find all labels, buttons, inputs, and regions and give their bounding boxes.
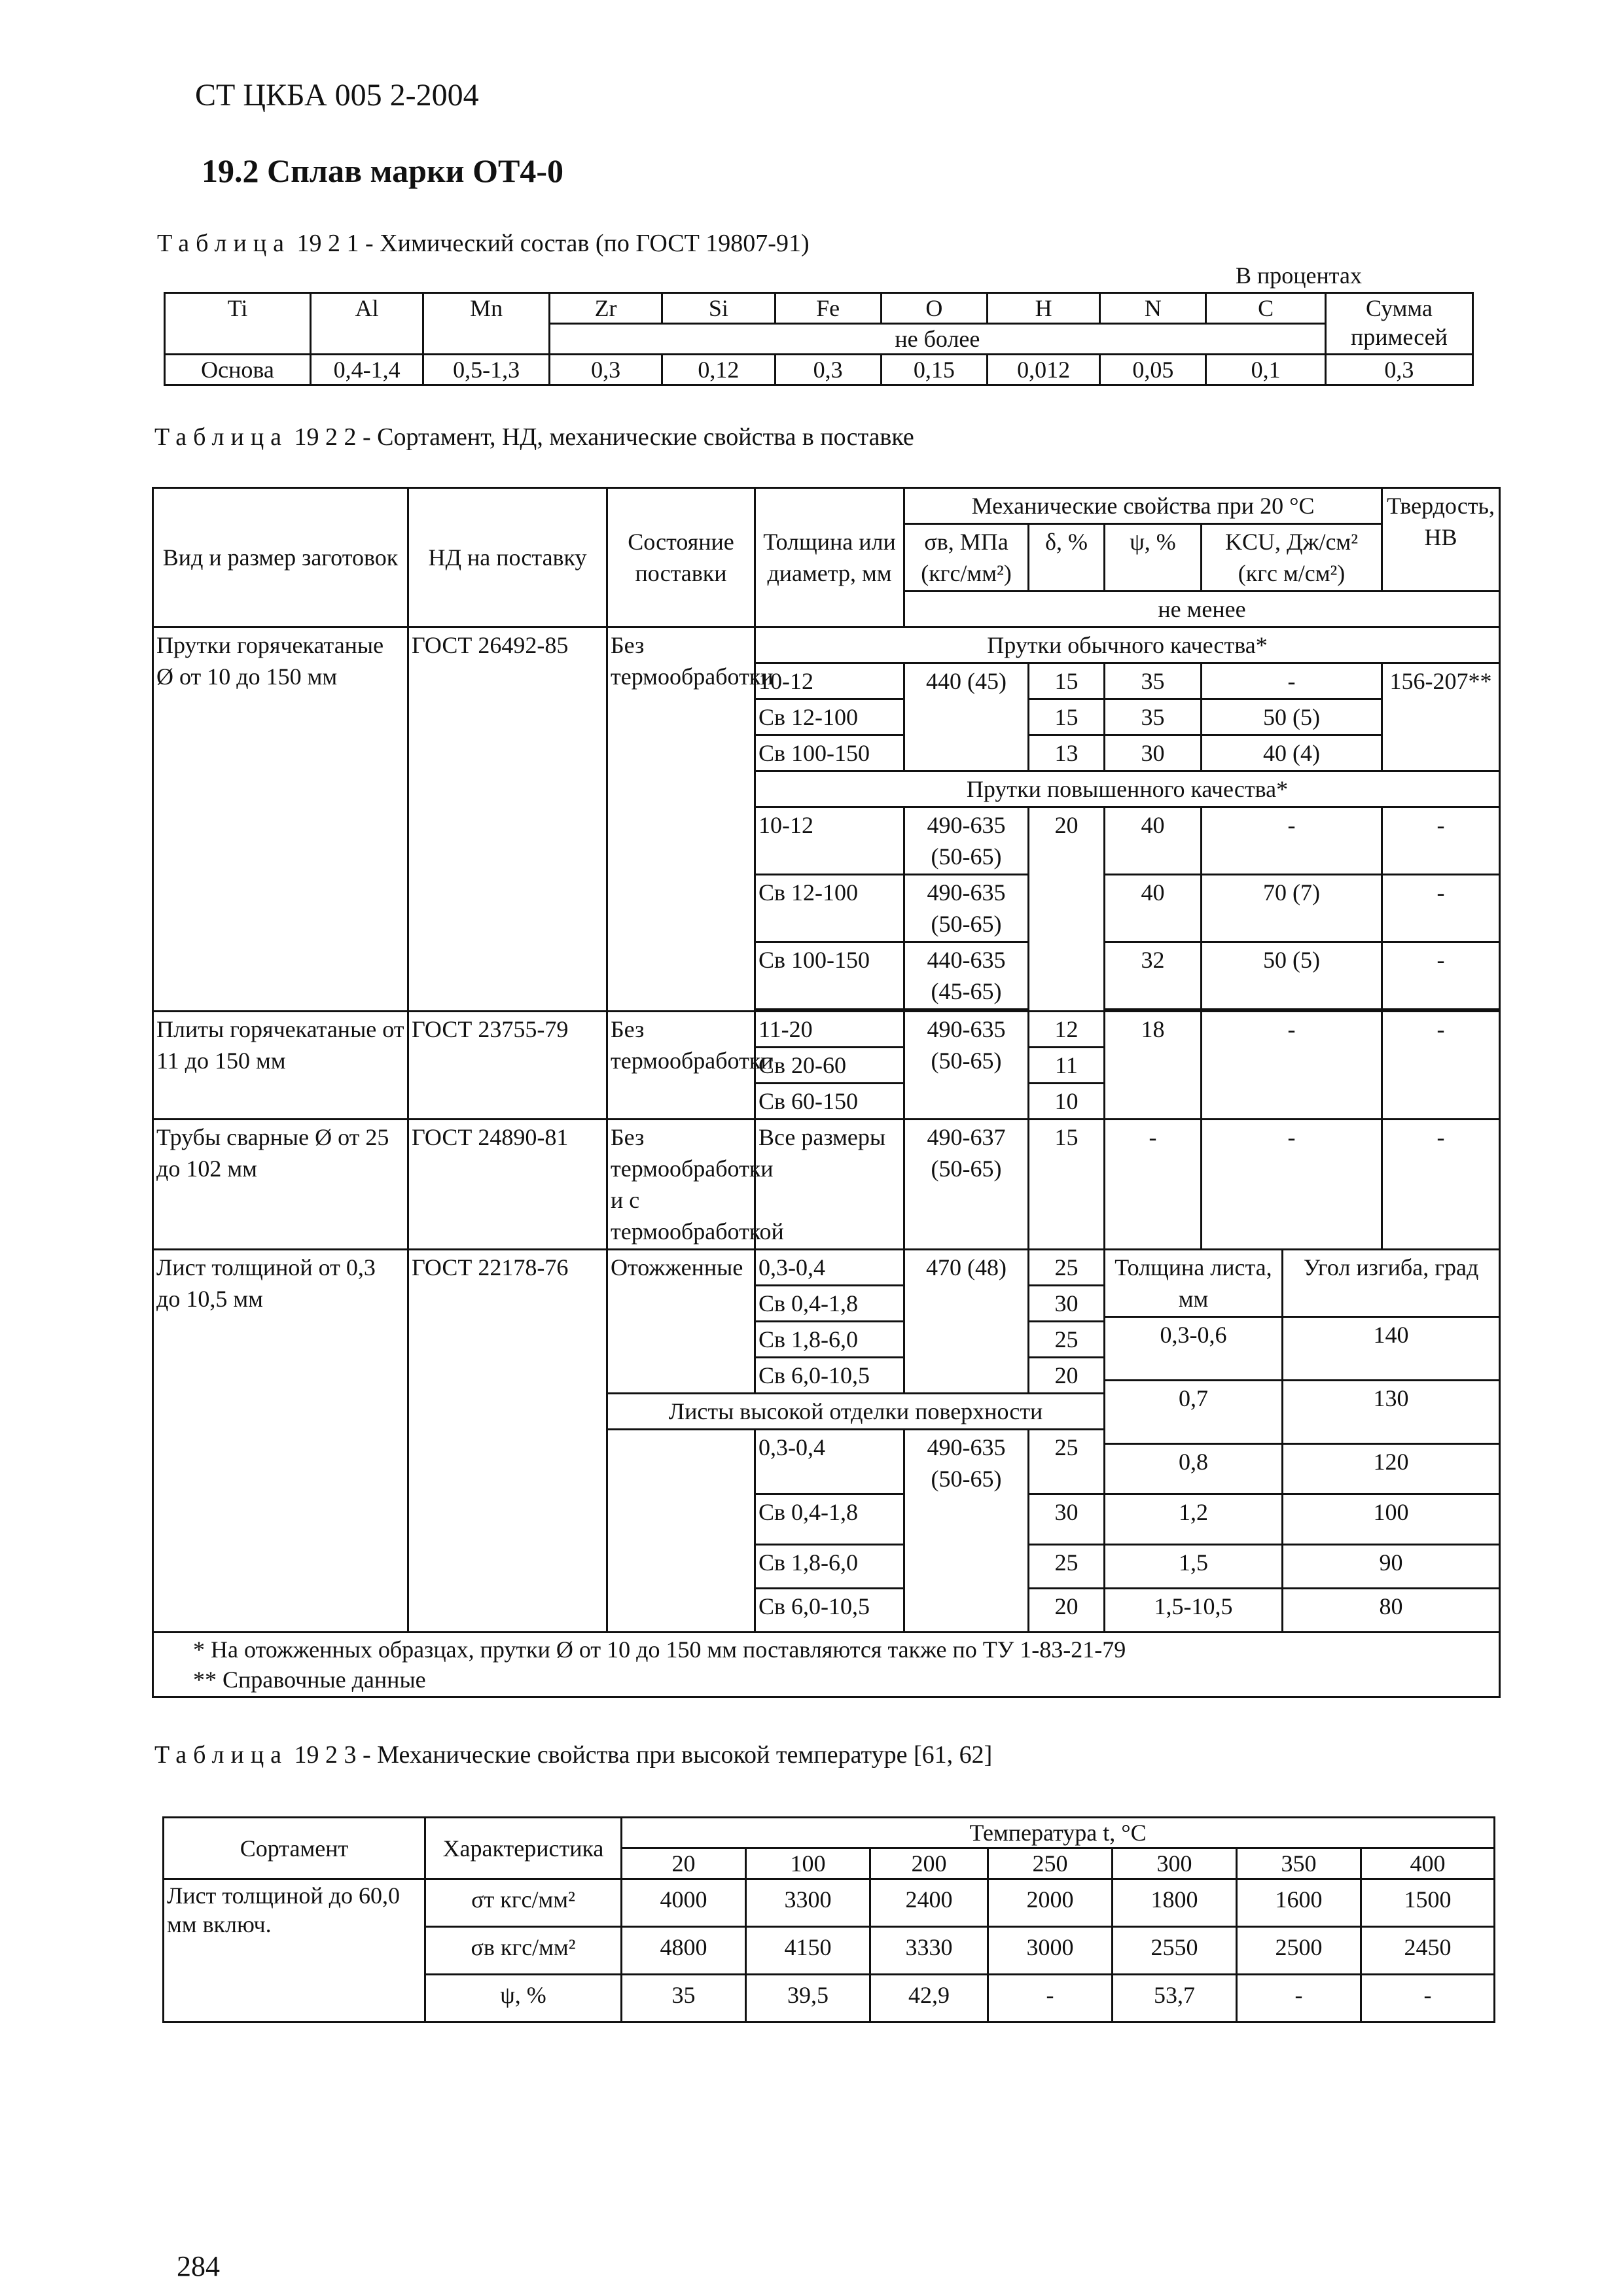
table1-caption — [157, 229, 810, 258]
t3-cell: 1600 — [1237, 1879, 1361, 1927]
g4-cell: 20 — [1029, 1358, 1105, 1394]
section-title: 19.2 Сплав марки ОТ4-0 — [202, 152, 564, 189]
t3-label: σт кгс/мм² — [425, 1879, 622, 1927]
table2-caption-num: 19 2 2 — [294, 423, 357, 451]
head-kcu: KCU, Дж/см² (кгс м/см²) — [1202, 524, 1382, 592]
g1-cell: 50 (5) — [1202, 699, 1382, 735]
g1-cell: 30 — [1105, 735, 1202, 771]
g4-cell: 25 — [1029, 1545, 1105, 1589]
head-hardness: Твердость, НВ — [1382, 488, 1500, 592]
bend-head-angle: Угол изгиба, град — [1282, 1250, 1499, 1317]
t3-label: ψ, % — [425, 1975, 622, 2022]
g3-state: Без термообработки и с термообработкой — [607, 1120, 755, 1250]
table1-cell: Основа — [165, 355, 311, 385]
g4-state: Отожженные — [607, 1250, 755, 1394]
g2-cell: 11 — [1029, 1048, 1105, 1084]
g1-cell: 15 — [1029, 699, 1105, 735]
head-state: Состояние поставки — [607, 488, 755, 627]
footnotes — [153, 1633, 1500, 1697]
g3-name: Трубы сварные Ø от 25 до 102 мм — [153, 1120, 408, 1250]
table1-cell: 0,3 — [1325, 355, 1472, 385]
bend-row — [1105, 1545, 1499, 1589]
g3-thickness: Все размеры — [755, 1120, 904, 1250]
table2-caption-word: Таблица — [154, 423, 289, 451]
bend-cell: 90 — [1282, 1545, 1499, 1589]
t3-sort: Лист толщиной до 60,0 мм включ. — [164, 1879, 425, 2022]
g4-cell: 25 — [1029, 1250, 1105, 1286]
g4-cell: Св 0,4-1,8 — [755, 1286, 904, 1322]
g1-cell: 490-635 (50-65) — [904, 875, 1029, 942]
table1-cell: 0,012 — [987, 355, 1099, 385]
g1-cell: - — [1382, 875, 1500, 942]
table-row — [153, 627, 1500, 663]
chemical-composition-table — [164, 292, 1474, 386]
table3-header-row — [164, 1818, 1495, 1848]
g3-nd: ГОСТ 24890-81 — [408, 1120, 607, 1250]
g1-cell: - — [1382, 942, 1500, 1010]
head-delta: δ, % — [1029, 524, 1105, 592]
g1-cell: 40 (4) — [1202, 735, 1382, 771]
t3-cell: 35 — [622, 1975, 746, 2022]
t3-cell: 42,9 — [870, 1975, 988, 2022]
g4-name: Лист толщиной от 0,3 до 10,5 мм — [153, 1250, 408, 1633]
assortment-table — [152, 487, 1501, 1698]
g1-cell: 40 — [1105, 807, 1202, 875]
bend-cell: 0,8 — [1105, 1444, 1282, 1494]
g4-cell: Св 1,8-6,0 — [755, 1322, 904, 1358]
bend-cell: 130 — [1282, 1381, 1499, 1444]
footnote-2: ** Справочные данные — [193, 1667, 426, 1693]
g4-subheader: Листы высокой отделки поверхности — [607, 1394, 1105, 1430]
g1-cell: 440 (45) — [904, 663, 1029, 771]
g1-cell: - — [1382, 807, 1500, 875]
g4-nd: ГОСТ 22178-76 — [408, 1250, 607, 1633]
bend-header-row — [1105, 1250, 1499, 1317]
g2-cell: 18 — [1105, 1012, 1202, 1120]
g3-cell: - — [1105, 1120, 1202, 1250]
g2-name: Плиты горячекатаные от 11 до 150 мм — [153, 1012, 408, 1120]
bend-cell: 0,3-0,6 — [1105, 1317, 1282, 1381]
g1-cell: 20 — [1029, 807, 1105, 1012]
head-vid: Вид и размер заготовок — [153, 488, 408, 627]
g4-cell: 30 — [1029, 1494, 1105, 1545]
table1-caption-num: 19 2 1 — [296, 230, 359, 257]
g1-name: Прутки горячекатаные Ø от 10 до 150 мм — [153, 627, 408, 1012]
g1-cell: 50 (5) — [1202, 942, 1382, 1010]
g3-cell: 15 — [1029, 1120, 1105, 1250]
table2-caption — [154, 423, 914, 451]
table1-cell: 0,3 — [549, 355, 662, 385]
table2-caption-text: - Сортамент, НД, механические свойства в поставке — [356, 423, 914, 451]
g1-cell: 15 — [1029, 663, 1105, 699]
table1-cell: 0,3 — [775, 355, 881, 385]
g4-cell: 25 — [1029, 1322, 1105, 1358]
bend-cell: 100 — [1282, 1494, 1499, 1545]
g4-cell: 470 (48) — [904, 1250, 1029, 1394]
table1-head-cell: Fe — [775, 293, 881, 324]
g3-cell: 490-637 (50-65) — [904, 1120, 1029, 1250]
t3-cell: 4150 — [746, 1927, 870, 1975]
temp-cell: 250 — [988, 1848, 1113, 1879]
t3-cell: 39,5 — [746, 1975, 870, 2022]
table1-cell: 0,4-1,4 — [311, 355, 423, 385]
high-temperature-table — [162, 1816, 1495, 2023]
g4-state-empty — [607, 1430, 755, 1633]
bend-test-table — [1105, 1250, 1499, 1631]
g4-cell: 0,3-0,4 — [755, 1430, 904, 1494]
table1-unit: В процентах — [1236, 262, 1362, 289]
t3-cell: 2000 — [988, 1879, 1113, 1927]
g4-cell: 25 — [1029, 1430, 1105, 1494]
bend-cell: 0,7 — [1105, 1381, 1282, 1444]
t3-cell: 1500 — [1361, 1879, 1495, 1927]
g2-cell: 12 — [1029, 1012, 1105, 1048]
g1-cell: Св 100-150 — [755, 735, 904, 771]
g1-cell: - — [1202, 807, 1382, 875]
table1-cell: 0,1 — [1206, 355, 1325, 385]
g1-cell: 10-12 — [755, 807, 904, 875]
t3-cell: - — [988, 1975, 1113, 2022]
g4-cell: Св 6,0-10,5 — [755, 1589, 904, 1633]
bend-cell: 120 — [1282, 1444, 1499, 1494]
t3-cell: 2550 — [1113, 1927, 1237, 1975]
table1-caption-word: Таблица — [157, 230, 291, 257]
g1-cell: 70 (7) — [1202, 875, 1382, 942]
table1-head-cell: C — [1206, 293, 1325, 324]
g1-cell: 156-207** — [1382, 663, 1500, 771]
table1-data-row — [165, 355, 1473, 385]
g4-cell: Св 0,4-1,8 — [755, 1494, 904, 1545]
g4-cell: 0,3-0,4 — [755, 1250, 904, 1286]
table1-head-cell: H — [987, 293, 1099, 324]
g4-cell: Св 1,8-6,0 — [755, 1545, 904, 1589]
table3-caption — [154, 1740, 992, 1769]
g4-cell: 20 — [1029, 1589, 1105, 1633]
t3-cell: 1800 — [1113, 1879, 1237, 1927]
temp-cell: 200 — [870, 1848, 988, 1879]
t3-cell: 4800 — [622, 1927, 746, 1975]
table1-head-cell: Сумма примесей — [1325, 293, 1472, 355]
g1-cell: Св 100-150 — [755, 942, 904, 1010]
head-sort: Сортамент — [164, 1818, 425, 1879]
t3-cell: 3330 — [870, 1927, 988, 1975]
bend-row — [1105, 1494, 1499, 1545]
table-row — [153, 1250, 1500, 1286]
t3-label: σв кгс/мм² — [425, 1927, 622, 1975]
bend-cell: 1,2 — [1105, 1494, 1282, 1545]
t3-cell: 2500 — [1237, 1927, 1361, 1975]
bend-cell: 1,5-10,5 — [1105, 1589, 1282, 1632]
head-not-less: не менее — [904, 592, 1500, 627]
g1-subheader: Прутки повышенного качества* — [755, 771, 1500, 807]
g1-cell: Св 12-100 — [755, 875, 904, 942]
bend-cell: 140 — [1282, 1317, 1499, 1381]
g1-cell: 10-12 — [755, 663, 904, 699]
g2-cell: 490-635 (50-65) — [904, 1012, 1029, 1120]
head-mechanical: Механические свойства при 20 °С — [904, 488, 1382, 524]
footnote-row — [153, 1633, 1500, 1697]
table3-caption-word: Таблица — [154, 1741, 289, 1769]
temp-cell: 400 — [1361, 1848, 1495, 1879]
t3-cell: 3000 — [988, 1927, 1113, 1975]
t3-cell: 2400 — [870, 1879, 988, 1927]
g3-cell: - — [1382, 1120, 1500, 1250]
page-number: 284 — [177, 2250, 220, 2282]
t3-cell: - — [1361, 1975, 1495, 2022]
table1-head-cell: N — [1100, 293, 1206, 324]
table2-header-row — [153, 488, 1500, 524]
g2-state: Без термообработки — [607, 1012, 755, 1120]
bend-row — [1105, 1317, 1499, 1381]
t3-cell: 3300 — [746, 1879, 870, 1927]
bend-cell: 1,5 — [1105, 1545, 1282, 1589]
temp-cell: 350 — [1237, 1848, 1361, 1879]
t3-cell: 4000 — [622, 1879, 746, 1927]
g4-cell: Св 6,0-10,5 — [755, 1358, 904, 1394]
g4-cell: 490-635 (50-65) — [904, 1430, 1029, 1633]
g1-cell: 440-635 (45-65) — [904, 942, 1029, 1010]
g1-cell: 32 — [1105, 942, 1202, 1010]
g1-state: Без термообработки — [607, 627, 755, 1012]
t3-cell: - — [1237, 1975, 1361, 2022]
temp-cell: 300 — [1113, 1848, 1237, 1879]
g1-subheader: Прутки обычного качества* — [755, 627, 1500, 663]
temp-cell: 20 — [622, 1848, 746, 1879]
t3-cell: 2450 — [1361, 1927, 1495, 1975]
table1-note: не более — [549, 324, 1325, 355]
g2-cell: Св 60-150 — [755, 1084, 904, 1120]
table1-cell: 0,15 — [881, 355, 987, 385]
table1-head-cell: Mn — [423, 293, 550, 355]
table1-head-cell: Al — [311, 293, 423, 355]
bend-cell: 80 — [1282, 1589, 1499, 1632]
g2-cell: - — [1202, 1012, 1382, 1120]
g1-cell: 35 — [1105, 663, 1202, 699]
table1-head-cell: Si — [662, 293, 775, 324]
head-nd: НД на поставку — [408, 488, 607, 627]
g2-cell: Св 20-60 — [755, 1048, 904, 1084]
bend-row — [1105, 1381, 1499, 1444]
g1-cell: 490-635 (50-65) — [904, 807, 1029, 875]
table1-head-cell: Ti — [165, 293, 311, 355]
document-code: СТ ЦКБА 005 2-2004 — [195, 78, 479, 113]
head-temp: Температура t, °С — [622, 1818, 1495, 1848]
g4-cell: 30 — [1029, 1286, 1105, 1322]
bend-head-thickness: Толщина листа, мм — [1105, 1250, 1282, 1317]
g3-cell: - — [1202, 1120, 1382, 1250]
g2-cell: - — [1382, 1012, 1500, 1120]
g1-nd: ГОСТ 26492-85 — [408, 627, 607, 1012]
table-row — [153, 1120, 1500, 1250]
table-row — [164, 1879, 1495, 1927]
g1-cell: Св 12-100 — [755, 699, 904, 735]
footnote-1: * На отожженных образцах, прутки Ø от 10 до 150 мм поставляются также по ТУ 1-83-21-79 — [193, 1636, 1126, 1663]
table1-cell: 0,05 — [1100, 355, 1206, 385]
g1-cell: 35 — [1105, 699, 1202, 735]
head-sigma: σв, МПа (кгс/мм²) — [904, 524, 1029, 592]
table3-caption-num: 19 2 3 — [294, 1741, 357, 1769]
table1-cell: 0,12 — [662, 355, 775, 385]
g2-cell: 11-20 — [755, 1012, 904, 1048]
g2-cell: 10 — [1029, 1084, 1105, 1120]
bend-row — [1105, 1444, 1499, 1494]
g1-cell: 13 — [1029, 735, 1105, 771]
bend-row — [1105, 1589, 1499, 1632]
head-char: Характеристика — [425, 1818, 622, 1879]
g2-nd: ГОСТ 23755-79 — [408, 1012, 607, 1120]
g1-cell: - — [1202, 663, 1382, 699]
bend-test-block — [1105, 1250, 1500, 1633]
table3-caption-text: - Механические свойства при высокой температуре [61, 62] — [356, 1741, 993, 1769]
table1-cell: 0,5-1,3 — [423, 355, 550, 385]
head-thickness: Толщина или диаметр, мм — [755, 488, 904, 627]
head-psi: ψ, % — [1105, 524, 1202, 592]
temp-cell: 100 — [746, 1848, 870, 1879]
g1-cell: 40 — [1105, 875, 1202, 942]
table-row — [153, 1012, 1500, 1048]
table1-head-cell: O — [881, 293, 987, 324]
t3-cell: 53,7 — [1113, 1975, 1237, 2022]
table1-caption-text: - Химический состав (по ГОСТ 19807-91) — [359, 230, 810, 257]
table1-header-row — [165, 293, 1473, 324]
table1-head-cell: Zr — [549, 293, 662, 324]
